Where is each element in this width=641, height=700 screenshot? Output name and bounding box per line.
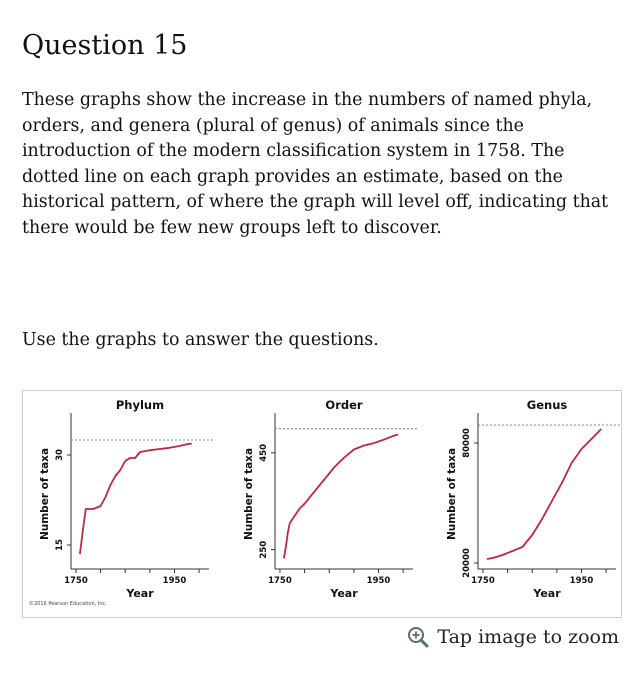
phylum-x-axis-label: Year: [126, 587, 154, 600]
genus-x-tick-label: 1950: [569, 576, 594, 586]
phylum-y-tick-label: 30: [55, 449, 65, 461]
charts-canvas: [23, 391, 623, 619]
genus-y-axis-label: Number of taxa: [446, 447, 458, 541]
order-x-axis-label: Year: [330, 587, 358, 600]
question-title: Question 15: [22, 30, 188, 61]
order-series-line: [284, 435, 398, 559]
question-text: These graphs show the increase in the numbers of named phyla, orders, and genera (plural of genus) of animals since the introduction of the modern classification system in 1758. The dotted line on each graph provides an estimate, based on the historical pattern, of where the graph will level off, indicating that there would be few new groups left to discover.: [22, 90, 609, 238]
order-y-axis-label: Number of taxa: [243, 447, 255, 541]
graphs-figure[interactable]: [22, 390, 622, 618]
genus-series-line: [487, 429, 601, 559]
order-y-tick-label: 250: [259, 540, 269, 559]
phylum-x-tick-label: 1950: [162, 576, 187, 586]
tap-to-zoom[interactable]: [407, 626, 619, 648]
genus-x-tick-label: 1750: [471, 576, 495, 586]
phylum-x-tick-label: 1750: [64, 576, 88, 586]
copyright-text: ©2016 Pearson Education, Inc.: [29, 601, 107, 607]
genus-y-tick-label: 80000: [462, 428, 472, 458]
phylum-series-line: [80, 444, 192, 554]
phylum-y-axis-label: Number of taxa: [39, 447, 51, 541]
genus-chart-title: Genus: [526, 398, 568, 412]
instruction-text: Use the graphs to answer the questions.: [22, 330, 379, 350]
order-x-tick-label: 1950: [366, 576, 391, 586]
order-chart-title: Order: [325, 398, 363, 412]
order-x-tick-label: 1750: [268, 576, 292, 586]
zoom-in-icon[interactable]: [407, 626, 429, 648]
order-y-tick-label: 450: [259, 443, 269, 462]
zoom-label[interactable]: Tap image to zoom: [437, 626, 619, 648]
genus-x-axis-label: Year: [533, 587, 561, 600]
phylum-y-tick-label: 15: [55, 539, 65, 551]
phylum-chart-title: Phylum: [115, 398, 165, 412]
genus-y-tick-label: 20000: [462, 548, 472, 578]
